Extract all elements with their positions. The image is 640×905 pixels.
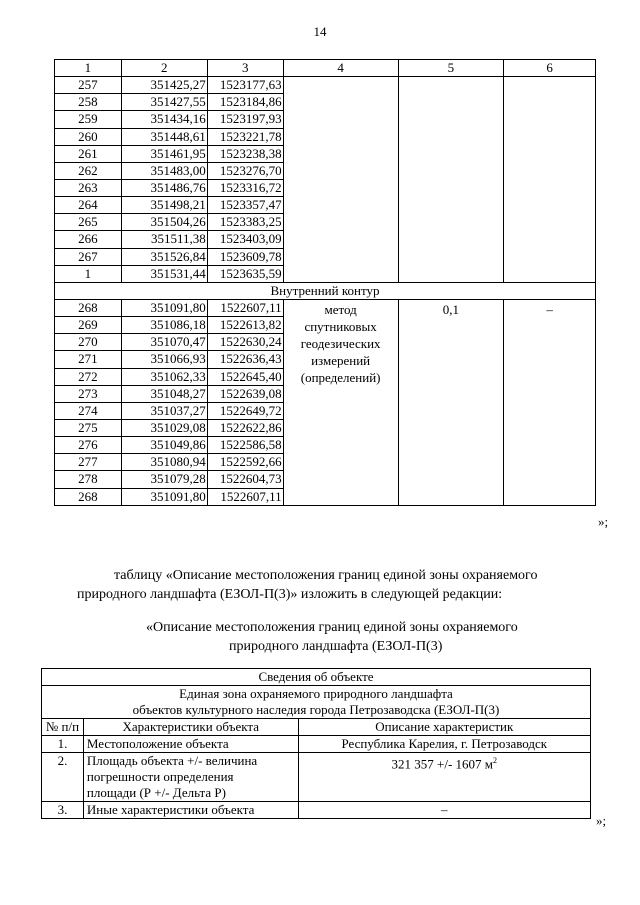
inner-contour-row [55, 282, 596, 299]
empty-cell [398, 77, 504, 283]
x-coordinate: 351086,18 [121, 317, 207, 334]
point-number: 267 [55, 248, 122, 265]
x-coordinate: 351048,27 [121, 385, 207, 402]
point-number: 274 [55, 402, 122, 419]
point-number: 271 [55, 351, 122, 368]
point-number: 268 [55, 488, 122, 505]
y-coordinate: 1522636,43 [207, 351, 283, 368]
x-coordinate: 351531,44 [121, 265, 207, 282]
x-coordinate: 351483,00 [121, 162, 207, 179]
object-name-line: объектов культурного наследия города Петрозаводска (ЕЗОЛ-П(3) [132, 702, 500, 717]
y-coordinate: 1522630,24 [207, 334, 283, 351]
y-coordinate: 1523609,78 [207, 248, 283, 265]
x-coordinate: 351434,16 [121, 111, 207, 128]
paragraph-line: таблицу «Описание местоположения границ единой зоны охраняемого [114, 568, 538, 583]
y-coordinate: 1523184,86 [207, 94, 283, 111]
table-row [55, 77, 596, 94]
y-coordinate: 1523403,09 [207, 231, 283, 248]
point-number: 259 [55, 111, 122, 128]
y-coordinate: 1523221,78 [207, 128, 283, 145]
outer-contour-rows [55, 77, 596, 283]
row-number: 1. [42, 736, 84, 753]
point-number: 275 [55, 419, 122, 436]
point-number: 278 [55, 471, 122, 488]
closing-quote: »; [598, 514, 609, 529]
x-coordinate: 351504,26 [121, 214, 207, 231]
column-header: 4 [283, 60, 398, 77]
y-coordinate: 1522607,11 [207, 299, 283, 316]
y-coordinate: 1522639,08 [207, 385, 283, 402]
table-header-row [55, 60, 596, 77]
table-row [42, 736, 591, 753]
precision-value: 0,1 [398, 299, 504, 505]
y-coordinate: 1522649,72 [207, 402, 283, 419]
x-coordinate: 351080,94 [121, 454, 207, 471]
y-coordinate: 1523357,47 [207, 197, 283, 214]
x-coordinate: 351511,38 [121, 231, 207, 248]
area-value: 321 357 +/- 1607 м [391, 756, 494, 772]
table-row [55, 299, 596, 316]
row-characteristic: Площадь объекта +/- величина погрешности определения площади (Р +/- Дельта Р) [83, 753, 298, 802]
y-coordinate: 1522645,40 [207, 368, 283, 385]
column-header: № п/п [42, 719, 84, 736]
x-coordinate: 351070,47 [121, 334, 207, 351]
column-header: 1 [55, 60, 122, 77]
row-number: 2. [42, 753, 84, 802]
point-number: 276 [55, 437, 122, 454]
point-number: 1 [55, 265, 122, 282]
x-coordinate: 351091,80 [121, 488, 207, 505]
y-coordinate: 1522604,73 [207, 471, 283, 488]
area-unit-superscript: 2 [493, 756, 498, 765]
row-number: 3. [42, 802, 84, 819]
row-characteristic: Местоположение объекта [83, 736, 298, 753]
column-header: Характеристики объекта [83, 719, 298, 736]
point-number: 258 [55, 94, 122, 111]
heading-line: природного ландшафта (ЕЗОЛ-П(3) [229, 639, 443, 654]
measurement-method: метод спутниковых геодезических измерений (определений) [283, 299, 398, 505]
x-coordinate: 351091,80 [121, 299, 207, 316]
page-number: 14 [313, 24, 327, 39]
point-number: 266 [55, 231, 122, 248]
empty-cell [283, 77, 398, 283]
paragraph-line: природного ландшафта (ЕЗОЛ-П(3)» изложить в следующей редакции: [77, 587, 503, 602]
point-number: 265 [55, 214, 122, 231]
column-header: 2 [121, 60, 207, 77]
x-coordinate: 351486,76 [121, 179, 207, 196]
empty-cell [504, 77, 596, 283]
x-coordinate: 351498,21 [121, 197, 207, 214]
y-coordinate: 1522592,66 [207, 454, 283, 471]
x-coordinate: 351029,08 [121, 419, 207, 436]
column-header: 6 [504, 60, 596, 77]
row-description: – [298, 802, 590, 819]
inner-contour-rows [55, 299, 596, 505]
y-coordinate: 1523276,70 [207, 162, 283, 179]
y-coordinate: 1523197,93 [207, 111, 283, 128]
x-coordinate: 351448,61 [121, 128, 207, 145]
point-number: 264 [55, 197, 122, 214]
x-coordinate: 351049,86 [121, 437, 207, 454]
y-coordinate: 1522613,82 [207, 317, 283, 334]
object-info-table [41, 668, 591, 819]
y-coordinate: 1523238,38 [207, 145, 283, 162]
point-number: 263 [55, 179, 122, 196]
x-coordinate: 351062,33 [121, 368, 207, 385]
column-header: 3 [207, 60, 283, 77]
point-number: 260 [55, 128, 122, 145]
row-description [298, 753, 590, 802]
y-coordinate: 1523177,63 [207, 77, 283, 94]
x-coordinate: 351037,27 [121, 402, 207, 419]
point-number: 277 [55, 454, 122, 471]
y-coordinate: 1523635,59 [207, 265, 283, 282]
y-coordinate: 1522622,86 [207, 419, 283, 436]
y-coordinate: 1523316,72 [207, 179, 283, 196]
table-row [42, 753, 591, 802]
heading-line: «Описание местоположения границ единой зоны охраняемого [146, 620, 518, 635]
coordinates-table [54, 59, 596, 506]
object-name-line: Единая зона охраняемого природного ландшафта [179, 686, 453, 701]
point-number: 269 [55, 317, 122, 334]
point-number: 261 [55, 145, 122, 162]
x-coordinate: 351461,95 [121, 145, 207, 162]
object-name [42, 686, 591, 719]
inner-contour-label: Внутренний контур [55, 282, 596, 299]
y-coordinate: 1522586,58 [207, 437, 283, 454]
point-number: 270 [55, 334, 122, 351]
row-characteristic: Иные характеристики объекта [83, 802, 298, 819]
y-coordinate: 1522607,11 [207, 488, 283, 505]
point-number: 268 [55, 299, 122, 316]
column-header: 5 [398, 60, 504, 77]
x-coordinate: 351066,93 [121, 351, 207, 368]
section-title: Сведения об объекте [42, 669, 591, 686]
row-description: Республика Карелия, г. Петрозаводск [298, 736, 590, 753]
point-number: 262 [55, 162, 122, 179]
y-coordinate: 1523383,25 [207, 214, 283, 231]
x-coordinate: 351079,28 [121, 471, 207, 488]
closing-quote: »; [596, 813, 607, 828]
dash-value: – [504, 299, 596, 505]
table-row [42, 802, 591, 819]
point-number: 272 [55, 368, 122, 385]
point-number: 257 [55, 77, 122, 94]
x-coordinate: 351425,27 [121, 77, 207, 94]
column-header: Описание характеристик [298, 719, 590, 736]
x-coordinate: 351427,55 [121, 94, 207, 111]
x-coordinate: 351526,84 [121, 248, 207, 265]
point-number: 273 [55, 385, 122, 402]
